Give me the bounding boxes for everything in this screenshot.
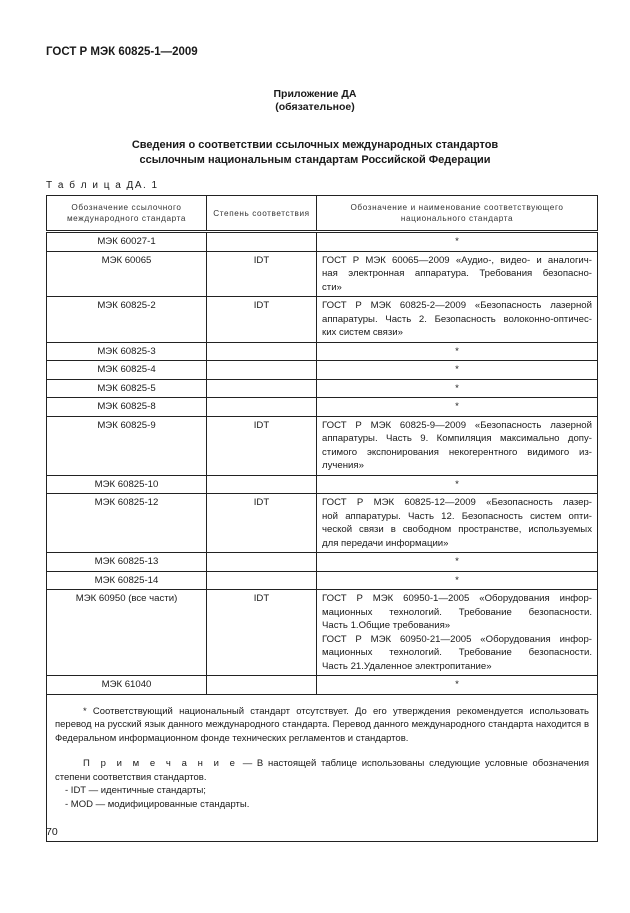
table-header-row [47,196,598,232]
national-standard-line: сти» [322,281,342,293]
national-standard-line: ГОСТ Р МЭК 60950-1—2005 «Оборудования инфор- [322,593,592,604]
table-row [47,676,598,695]
national-standard-line: ГОСТ Р МЭК 60950-21—2005 «Оборудования инфор- [322,633,592,645]
national-standard [317,494,598,553]
national-standard-line: ная электронная аппаратура. Требования безопасно- [322,268,592,279]
page-number: 70 [46,826,58,838]
national-standard-line: ческой связи в свободном пространстве, используемых [322,524,592,535]
section-title-line: Сведения о соответствии ссылочных международных стандартов [131,139,499,151]
national-standard: * [317,232,598,252]
reference-standard: МЭК 60825-9 [47,416,207,475]
national-standard-line: ГОСТ Р МЭК 60825-12—2009 «Безопасность лазер- [322,497,592,508]
document-header: ГОСТ Р МЭК 60825-1—2009 [46,46,198,58]
reference-standard: МЭК 60825-12 [47,494,207,553]
appendix-subtitle: (обязательное) [275,101,355,113]
note-item: - MOD — модифицированные стандарты. [65,798,250,810]
national-standard: * [317,361,598,380]
compliance-degree: IDT [207,494,317,553]
note [55,757,589,784]
column-header: Степень соответствия [207,196,317,232]
national-standard [317,416,598,475]
compliance-degree: IDT [207,297,317,343]
compliance-degree [207,571,317,590]
national-standard [317,251,598,297]
national-standard: * [317,676,598,695]
table-row [47,342,598,361]
compliance-degree [207,553,317,572]
table-row [47,232,598,252]
national-standard-line: мационных технологий. Требование безопасности. [322,647,592,658]
note-label: П р и м е ч а н и е [83,758,238,769]
national-standard [317,590,598,676]
national-standard-line: Часть 1.Общие требования» [322,620,451,631]
compliance-degree [207,475,317,494]
table-row [47,379,598,398]
reference-standard: МЭК 61040 [47,676,207,695]
reference-standard: МЭК 60027-1 [47,232,207,252]
compliance-degree [207,379,317,398]
table-row [47,297,598,343]
national-standard: * [317,398,598,417]
compliance-degree [207,232,317,252]
reference-standard: МЭК 60825-3 [47,342,207,361]
compliance-degree: IDT [207,251,317,297]
table-row [47,590,598,676]
national-standard [317,297,598,343]
national-standard-line: ГОСТ Р МЭК 60825-2—2009 «Безопасность лазерной [322,300,592,311]
national-standard-line: стимого экспонирования некогерентного видимого из- [322,446,592,458]
table-row [47,553,598,572]
reference-standard: МЭК 60825-2 [47,297,207,343]
table-row [47,361,598,380]
national-standard: * [317,475,598,494]
column-header: Обозначение ссылочного международного стандарта [47,196,207,232]
national-standard: * [317,553,598,572]
table-row [47,494,598,553]
national-standard-line: аппаратуры. Часть 2. Безопасность волоконно-оптичес- [322,313,592,325]
table-row [47,398,598,417]
compliance-degree [207,398,317,417]
reference-standard: МЭК 60825-13 [47,553,207,572]
national-standard-line: для передачи информации» [322,537,449,549]
national-standard-line: Часть 21.Удаленное электропитание» [322,660,492,672]
note-item: - IDT — идентичные стандарты; [65,785,206,796]
note-text: — В настоящей таблице использованы следующие условные обозначения степени соответствия стандартов. [55,758,589,783]
standards-table [46,195,598,842]
national-standard-line: ких систем связи» [322,327,403,338]
reference-standard: МЭК 60825-4 [47,361,207,380]
table-caption: Т а б л и ц а ДА. 1 [46,180,159,191]
table-row [47,475,598,494]
compliance-degree: IDT [207,590,317,676]
national-standard-line: ной аппаратуры. Часть 12. Безопасность систем опти- [322,510,592,522]
table-row [47,571,598,590]
national-standard-line: ГОСТ Р МЭК 60825-9—2009 «Безопасность лазерной [322,419,592,431]
compliance-degree: IDT [207,416,317,475]
reference-standard: МЭК 60825-8 [47,398,207,417]
national-standard: * [317,571,598,590]
compliance-degree [207,676,317,695]
section-title-line: ссылочным национальным стандартам Российской Федерации [139,154,491,166]
reference-standard: МЭК 60825-5 [47,379,207,398]
column-header: Обозначение и наименование соответствующего национального стандарта [317,196,598,232]
footnote: * Соответствующий национальный стандарт отсутствует. До его утверждения рекомендуется использовать перевод на русский язык данного международного стандарта. Перевод данного международного стандарта находится в Федеральном информационном фонде технических регламентов и стандартов. [55,705,589,744]
national-standard: * [317,342,598,361]
national-standard-line: аппаратуры. Часть 9. Компиляция максимально допу- [322,433,592,444]
table-row [47,251,598,297]
national-standard-line: мационных технологий. Требование безопасности. [322,606,592,618]
section-title [0,138,630,168]
compliance-degree [207,342,317,361]
appendix-title: Приложение ДА [273,88,357,100]
reference-standard: МЭК 60825-10 [47,475,207,494]
table-notes [47,694,598,842]
table-row [47,416,598,475]
compliance-degree [207,361,317,380]
reference-standard: МЭК 60825-14 [47,571,207,590]
national-standard: * [317,379,598,398]
reference-standard: МЭК 60065 [47,251,207,297]
national-standard-line: ГОСТ Р МЭК 60065—2009 «Аудио-, видео- и аналогич- [322,254,592,266]
reference-standard: МЭК 60950 (все части) [47,590,207,676]
table-notes-row [47,694,598,842]
national-standard-line: лучения» [322,460,364,471]
